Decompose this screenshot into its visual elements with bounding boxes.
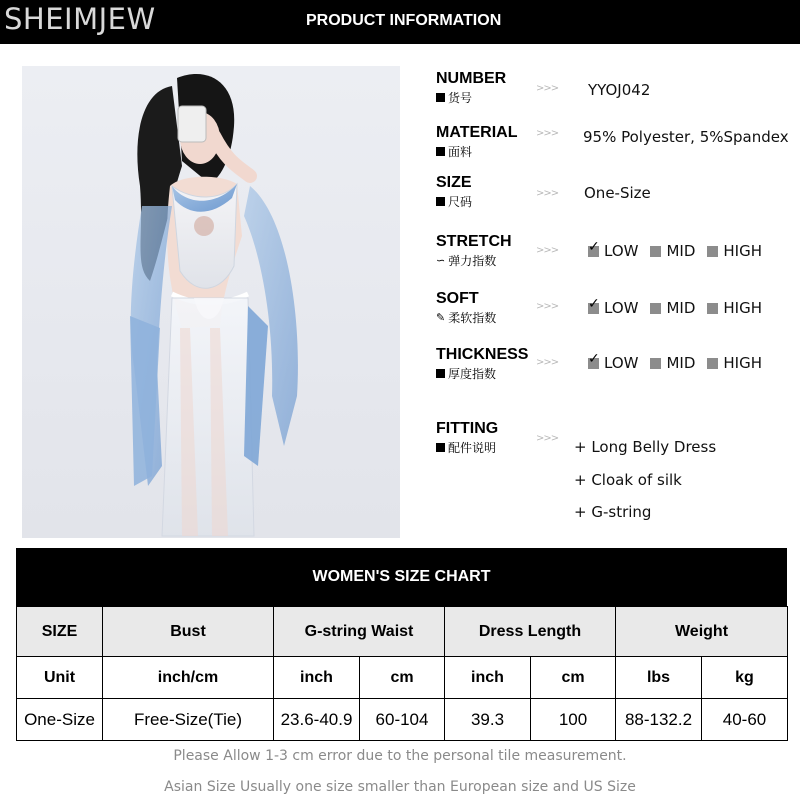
level-high: HIGH xyxy=(723,299,762,317)
checkbox-icon xyxy=(707,246,718,257)
level-low: LOW xyxy=(604,354,639,372)
checkbox-icon xyxy=(650,246,661,257)
checkbox-checked-icon xyxy=(588,303,599,314)
square-icon xyxy=(436,93,445,102)
spec-stretch xyxy=(436,234,512,269)
layers-icon xyxy=(436,369,445,378)
table-cell: 23.6-40.9 xyxy=(274,699,360,741)
spec-thickness-cn: 厚度指数 xyxy=(448,367,497,381)
level-low: LOW xyxy=(604,242,639,260)
unit-cell: cm xyxy=(360,657,445,699)
checkbox-icon xyxy=(650,358,661,369)
thickness-levels xyxy=(588,354,774,372)
fitting-list xyxy=(574,438,716,536)
spec-thickness-label: THICKNESS xyxy=(436,346,529,363)
header-cell: SIZE xyxy=(17,607,103,657)
square-icon xyxy=(436,197,445,206)
product-photo xyxy=(22,66,400,538)
arrows-size: >>> xyxy=(536,188,559,199)
brand-logo: SHEIMJEW xyxy=(4,2,156,36)
checkbox-icon xyxy=(650,303,661,314)
table-header-row xyxy=(17,607,788,657)
model-illustration xyxy=(22,66,400,538)
spec-material-value: 95% Polyester, 5%Spandex xyxy=(583,128,789,146)
table-cell: 39.3 xyxy=(445,699,531,741)
header-cell: Dress Length xyxy=(445,607,616,657)
header-title: PRODUCT INFORMATION xyxy=(306,12,502,29)
stretch-icon: ∽ xyxy=(436,254,446,267)
spec-stretch-cn: 弹力指数 xyxy=(448,254,497,268)
spec-material xyxy=(436,125,517,160)
table-cell: 100 xyxy=(531,699,616,741)
size-chart-title: WOMEN'S SIZE CHART xyxy=(312,568,491,585)
list-item: + G-string xyxy=(574,503,652,521)
checkbox-icon xyxy=(707,358,718,369)
table-cell: 60-104 xyxy=(360,699,445,741)
header-cell: G-string Waist xyxy=(274,607,445,657)
unit-cell: cm xyxy=(531,657,616,699)
level-high: HIGH xyxy=(723,354,762,372)
unit-cell: lbs xyxy=(616,657,702,699)
unit-cell: Unit xyxy=(17,657,103,699)
stretch-levels xyxy=(588,242,774,260)
unit-cell: inch xyxy=(445,657,531,699)
level-low: LOW xyxy=(604,299,639,317)
spec-thickness xyxy=(436,347,528,382)
level-high: HIGH xyxy=(723,242,762,260)
list-item: + Long Belly Dress xyxy=(574,438,717,456)
table-cell: 88-132.2 xyxy=(616,699,702,741)
spec-number-value: YYOJ042 xyxy=(588,81,651,99)
list-item: + Cloak of silk xyxy=(574,470,682,489)
spec-number xyxy=(436,71,506,106)
arrows-thickness: >>> xyxy=(536,357,559,368)
arrows-stretch: >>> xyxy=(536,245,559,256)
table-cell: 40-60 xyxy=(702,699,788,741)
header-bar xyxy=(0,0,800,44)
table-cell: One-Size xyxy=(17,699,103,741)
arrows-number: >>> xyxy=(536,83,559,94)
level-mid: MID xyxy=(666,354,696,372)
spec-fitting-label: FITTING xyxy=(436,420,499,437)
spec-soft-label: SOFT xyxy=(436,290,479,307)
header-cell: Weight xyxy=(616,607,788,657)
checkbox-icon xyxy=(707,303,718,314)
level-mid: MID xyxy=(666,299,696,317)
table-unit-row xyxy=(17,657,788,699)
level-mid: MID xyxy=(666,242,696,260)
spec-number-cn: 货号 xyxy=(448,91,473,105)
spec-soft xyxy=(436,291,496,326)
spec-size-label: SIZE xyxy=(436,174,472,191)
table-row xyxy=(17,699,788,741)
spec-size-cn: 尺码 xyxy=(448,195,473,209)
arrows-material: >>> xyxy=(536,128,559,139)
unit-cell: inch xyxy=(274,657,360,699)
header-cell: Bust xyxy=(103,607,274,657)
size-chart-table xyxy=(16,606,788,741)
spec-size xyxy=(436,175,472,210)
checkbox-checked-icon xyxy=(588,246,599,257)
feather-icon: ✎ xyxy=(436,311,446,324)
spec-material-label: MATERIAL xyxy=(436,124,518,141)
spec-material-cn: 面料 xyxy=(448,145,473,159)
spec-number-label: NUMBER xyxy=(436,70,507,87)
spec-size-value: One-Size xyxy=(584,184,651,202)
soft-levels xyxy=(588,299,774,317)
size-chart-header xyxy=(16,548,787,606)
checkbox-checked-icon xyxy=(588,358,599,369)
square-icon xyxy=(436,147,445,156)
unit-cell: inch/cm xyxy=(103,657,274,699)
spec-fitting xyxy=(436,421,498,456)
unit-cell: kg xyxy=(702,657,788,699)
note-measurement: Please Allow 1-3 cm error due to the personal tile measurement. xyxy=(173,748,627,764)
spec-soft-cn: 柔软指数 xyxy=(448,311,497,325)
spec-stretch-label: STRETCH xyxy=(436,233,512,250)
arrows-fitting: >>> xyxy=(536,433,559,444)
spec-fitting-cn: 配件说明 xyxy=(448,441,497,455)
arrows-soft: >>> xyxy=(536,301,559,312)
square-icon xyxy=(436,443,445,452)
note-sizing: Asian Size Usually one size smaller than European size and US Size xyxy=(164,779,636,795)
table-cell: Free-Size(Tie) xyxy=(103,699,274,741)
